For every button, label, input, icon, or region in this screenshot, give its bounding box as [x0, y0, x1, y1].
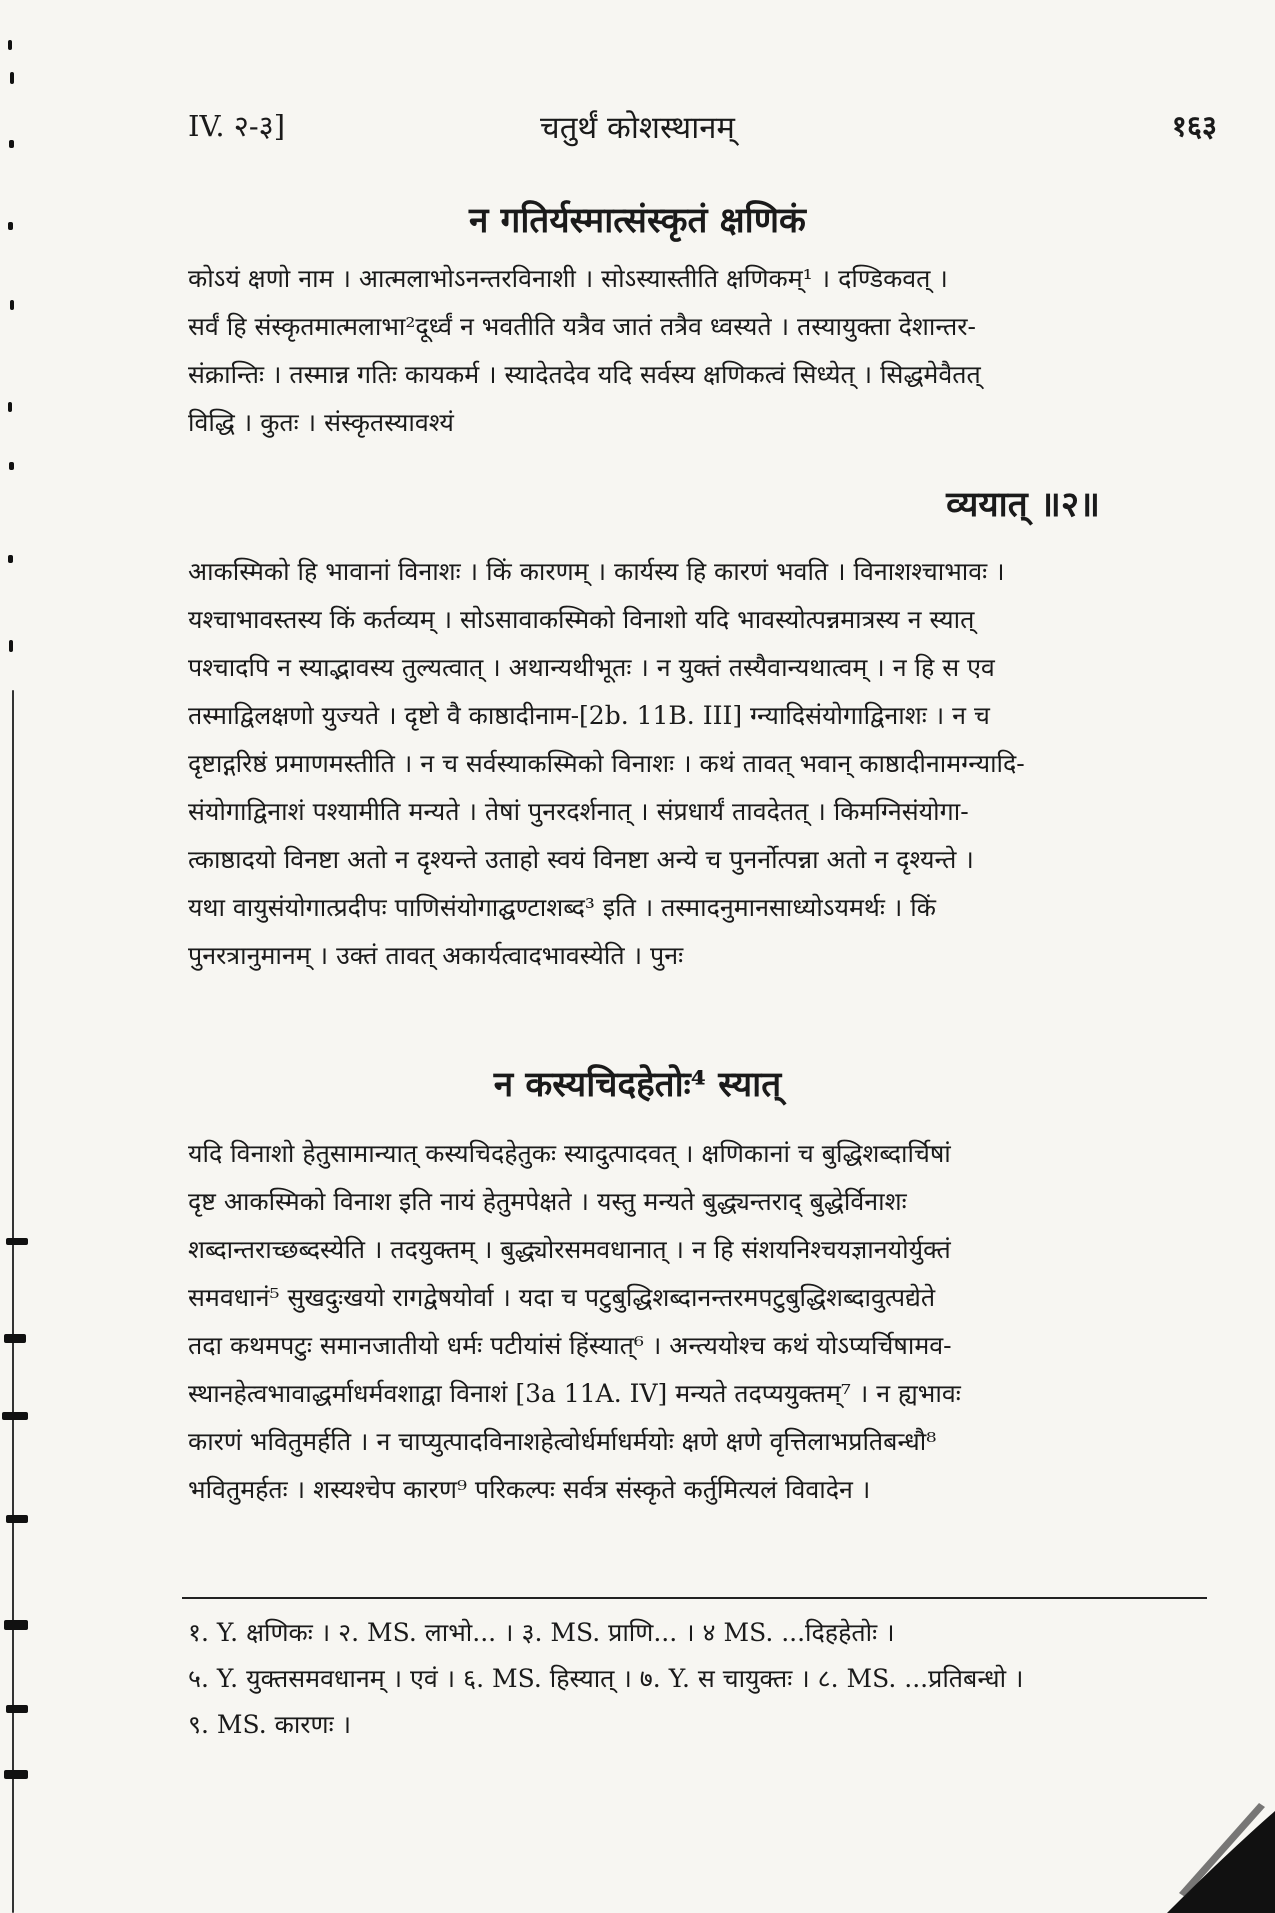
karika-verse: न कस्यचिदहेतोः⁴ स्यात् [493, 1064, 782, 1105]
text-line: यथा वायुसंयोगात्प्रदीपः पाणिसंयोगाद्घण्टाशब्द³ इति । तस्मादनुमानसाध्योऽयमर्थः । किं [188, 893, 936, 922]
running-head-left: IV. २-३] [188, 109, 286, 143]
text-line: आकस्मिको हि भावानां विनाशः । किं कारणम् । कार्यस्य हि कारणं भवति । विनाशश्चाभावः । [188, 557, 1005, 586]
text-line: दृष्टाद्गरिष्ठं प्रमाणमस्तीति । न च सर्वस्याकस्मिको विनाशः । कथं तावत् भवान् काष्ठादीनामग्न्यादि- [188, 749, 1025, 778]
footnote-line: १. Y. क्षणिकः । २. MS. लाभो... । ३. MS. प्राणि... । ४ MS. ...दिहहेतोः । [188, 1618, 895, 1647]
footnote-line: ९. MS. कारणः । [188, 1710, 352, 1739]
page-number: १६३ [1171, 109, 1217, 143]
text-line: भवितुमर्हतः । शस्यश्चेप कारण⁹ परिकल्पः सर्वत्र संस्कृते कर्तुमित्यलं विवादेन । [188, 1475, 871, 1504]
text-line: स्थानहेत्वभावाद्धर्माधर्मवशाद्वा विनाशं [3a 11A. IV] मन्यते तदप्ययुक्तम्⁷ । न ह्यभावः [188, 1379, 961, 1408]
text-line: तस्माद्विलक्षणो युज्यते । दृष्टो वै काष्ठादीनाम-[2b. 11B. III] ग्न्यादिसंयोगाद्विनाशः । न च [188, 701, 990, 730]
text-line: यदि विनाशो हेतुसामान्यात् कस्यचिदहेतुकः स्यादुत्पादवत् । क्षणिकानां च बुद्धिशब्दार्चिषां [188, 1139, 951, 1168]
running-head-title: चतुर्थं कोशस्थानम् [540, 110, 735, 146]
footnotes [188, 1610, 1198, 1748]
text-line: यश्चाभावस्तस्य किं कर्तव्यम् । सोऽसावाकस्मिको विनाशो यदि भावस्योत्पन्नमात्रस्य न स्यात् [188, 605, 975, 634]
commentary-paragraph [188, 255, 1196, 447]
karika-verse: न गतिर्यस्मात्संस्कृतं क्षणिकं [469, 200, 806, 241]
text-line: संक्रान्तिः । तस्मान्न गतिः कायकर्म । स्यादेतदेव यदि सर्वस्य क्षणिकत्वं सिध्येत् । सिद्धमेवैतत् [188, 360, 981, 389]
binding-edge-marks [0, 0, 40, 1913]
text-line: पुनरत्रानुमानम् । उक्तं तावत् अकार्यत्वादभावस्येति । पुनः [188, 941, 684, 970]
text-line: समवधानं⁵ सुखदुःखयो रागद्वेषयोर्वा । यदा च पटुबुद्धिशब्दानन्तरमपटुबुद्धिशब्दावुत्पद्येते [188, 1283, 936, 1312]
text-line: संयोगाद्विनाशं पश्यामीति मन्यते । तेषां पुनरदर्शनात् । संप्रधार्यं तावदेतत् । किमग्निसंयोगा- [188, 797, 969, 826]
text-line: सर्वं हि संस्कृतमात्मलाभा²दूर्ध्वं न भवतीति यत्रैव जातं तत्रैव ध्वस्यते । तस्यायुक्ता देशान्तर- [188, 312, 976, 341]
text-line: कारणं भवितुमर्हति । न चाप्युत्पादविनाशहेत्वोर्धर्माधर्मयोः क्षणे क्षणे वृत्तिलाभप्रतिबन्धौ⁸ [188, 1427, 937, 1456]
text-line: कोऽयं क्षणो नाम । आत्मलाभोऽनन्तरविनाशी । सोऽस्यास्तीति क्षणिकम्¹ । दण्डिकवत् । [188, 264, 948, 293]
commentary-paragraph [188, 1130, 1196, 1514]
text-line: पश्चादपि न स्याद्भावस्य तुल्यत्वात् । अथान्यथीभूतः । न युक्तं तस्यैवान्यथात्वम् । न हि स एव [188, 653, 995, 682]
corner-ink-smudge [1155, 1793, 1275, 1913]
text-line: विद्धि । कुतः । संस्कृतस्यावश्यं [188, 408, 454, 437]
commentary-paragraph [188, 548, 1196, 980]
footnote-line: ५. Y. युक्तसमवधानम् । एवं । ६. MS. हिस्यात् । ७. Y. स चायुक्तः । ८. MS. ...प्रतिबन्धो । [188, 1664, 1024, 1693]
text-line: तदा कथमपटुः समानजातीयो धर्मः पटीयांसं हिंस्यात्⁶ । अन्त्ययोश्च कथं योऽप्यर्चिषामव- [188, 1331, 952, 1360]
karika-verse: व्ययात् ॥२॥ [946, 484, 1100, 525]
text-line: त्काष्ठादयो विनष्टा अतो न दृश्यन्ते उताहो स्वयं विनष्टा अन्ये च पुनर्नोत्पन्ना अतो न दृश्यन्ते । [188, 845, 974, 874]
footnote-divider [182, 1597, 1207, 1599]
text-line: दृष्ट आकस्मिको विनाश इति नायं हेतुमपेक्षते । यस्तु मन्यते बुद्ध्यन्तराद् बुद्धेर्विनाशः [188, 1187, 907, 1216]
text-line: शब्दान्तराच्छब्दस्येति । तदयुक्तम् । बुद्ध्योरसमवधानात् । न हि संशयनिश्चयज्ञानयोर्युक्तं [188, 1235, 951, 1264]
